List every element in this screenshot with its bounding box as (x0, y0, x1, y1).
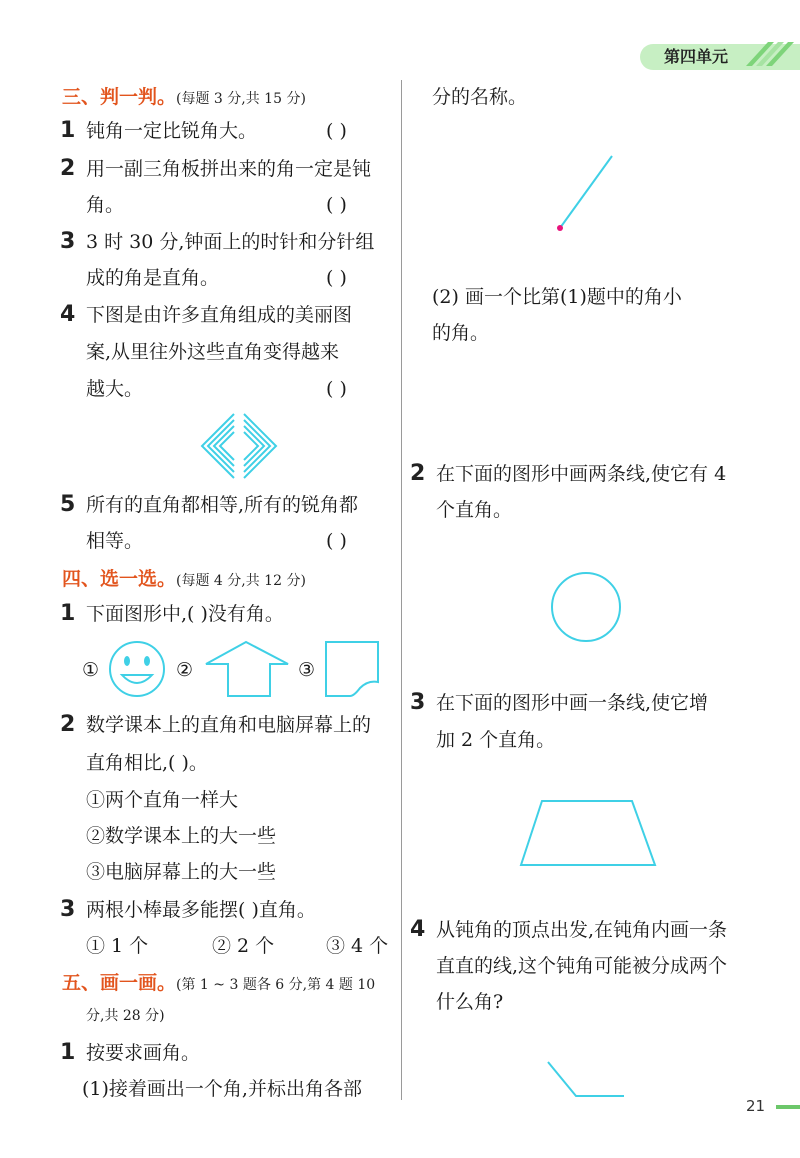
obtuse-angle-figure[interactable] (544, 1060, 628, 1100)
judge-q3-line2: 成的角是直角。 (86, 267, 220, 289)
judge-q1-text: 钝角一定比锐角大。 (86, 120, 258, 142)
judge-q5-line2: 相等。 (86, 530, 144, 552)
column-divider (401, 80, 402, 1100)
unit-label: 第四单元 (664, 47, 729, 66)
choose-q1-opt2-label: ② (176, 659, 194, 681)
judge-q5-number: 5 (60, 492, 76, 517)
draw-q3-number: 3 (410, 690, 426, 715)
judge-q1-number: 1 (60, 118, 76, 143)
draw-title: 五、画一画。 (62, 972, 177, 994)
page-shape-figure[interactable] (324, 640, 382, 698)
draw-section-title (62, 970, 375, 998)
judge-q4-line3: 越大。 (86, 378, 144, 400)
draw-q1-sub1-line2: 分的名称。 (432, 86, 528, 108)
page-number-bar (776, 1105, 800, 1109)
judge-q2-answer[interactable]: ( ) (326, 194, 347, 216)
draw-q3-line2: 加 2 个直角。 (436, 729, 556, 751)
smiley-face-figure[interactable] (107, 639, 167, 699)
choose-q3-text: 两根小棒最多能摆( )直角。 (86, 899, 316, 921)
judge-q5-answer[interactable]: ( ) (326, 530, 347, 552)
trapezoid-figure[interactable] (518, 798, 658, 868)
judge-q1-answer[interactable]: ( ) (326, 120, 347, 142)
draw-q3-line1: 在下面的图形中画一条线,使它增 (436, 692, 709, 714)
judge-note: (每题 3 分,共 15 分) (176, 91, 306, 107)
draw-note-line1: (第 1 ~ 3 题各 6 分,第 4 题 10 (176, 977, 376, 993)
judge-section-title (62, 84, 306, 112)
judge-q4-line1: 下图是由许多直角组成的美丽图 (86, 304, 353, 326)
choose-q2-option-2[interactable]: ②数学课本上的大一些 (86, 825, 277, 847)
choose-q3-option-1[interactable]: ① 1 个 (86, 935, 149, 957)
unit-tab-stripes-icon (738, 36, 800, 70)
choose-q1-opt1-label: ① (82, 659, 100, 681)
judge-q4-line2: 案,从里往外这些直角变得越来 (86, 341, 340, 363)
draw-q1-text: 按要求画角。 (86, 1042, 201, 1064)
choose-q2-option-1[interactable]: ①两个直角一样大 (86, 789, 239, 811)
choose-q2-number: 2 (60, 712, 76, 737)
choose-q1-text: 下面图形中,( )没有角。 (86, 603, 284, 625)
choose-q2-line1: 数学课本上的直角和电脑屏幕上的 (86, 714, 372, 736)
judge-q3-line1: 3 时 30 分,钟面上的时针和分针组 (86, 231, 375, 253)
choose-q3-option-2[interactable]: ② 2 个 (212, 935, 275, 957)
page-number: 21 (746, 1097, 766, 1115)
judge-q4-answer[interactable]: ( ) (326, 378, 347, 400)
choose-q2-line2: 直角相比,( )。 (86, 752, 208, 774)
judge-q3-number: 3 (60, 229, 76, 254)
draw-q2-line1: 在下面的图形中画两条线,使它有 4 (436, 463, 727, 485)
judge-title: 三、判一判。 (62, 86, 177, 108)
judge-q2-number: 2 (60, 156, 76, 181)
draw-q4-line1: 从钝角的顶点出发,在钝角内画一条 (436, 919, 728, 941)
draw-note-line2: 分,共 28 分) (86, 1008, 165, 1024)
judge-q5-line1: 所有的直角都相等,所有的锐角都 (86, 494, 359, 516)
choose-q2-option-3[interactable]: ③电脑屏幕上的大一些 (86, 861, 277, 883)
choose-title: 四、选一选。 (62, 568, 177, 590)
draw-q1-sub2-line1: (2) 画一个比第(1)题中的角小 (432, 286, 682, 308)
angle-ray-figure[interactable] (552, 152, 618, 234)
choose-q3-number: 3 (60, 897, 76, 922)
draw-q1-sub1-line1: (1)接着画出一个角,并标出角各部 (82, 1078, 362, 1100)
judge-q3-answer[interactable]: ( ) (326, 267, 347, 289)
nested-right-angles-figure (200, 412, 280, 480)
arrow-shape-figure[interactable] (202, 640, 290, 698)
circle-figure[interactable] (550, 571, 622, 643)
draw-q1-number: 1 (60, 1040, 76, 1065)
choose-q1-opt3-label: ③ (298, 659, 316, 681)
draw-q1-sub2-line2: 的角。 (432, 322, 490, 344)
judge-q2-line2: 角。 (86, 194, 125, 216)
choose-section-title (62, 566, 306, 594)
draw-q2-line2: 个直角。 (436, 499, 513, 521)
choose-note: (每题 4 分,共 12 分) (176, 573, 306, 589)
draw-q4-line3: 什么角? (436, 991, 504, 1013)
judge-q2-line1: 用一副三角板拼出来的角一定是钝 (86, 158, 372, 180)
draw-q4-line2: 直直的线,这个钝角可能被分成两个 (436, 955, 728, 977)
choose-q3-option-3[interactable]: ③ 4 个 (326, 935, 389, 957)
draw-q4-number: 4 (410, 917, 426, 942)
draw-q2-number: 2 (410, 461, 426, 486)
choose-q1-number: 1 (60, 601, 76, 626)
judge-q4-number: 4 (60, 302, 76, 327)
